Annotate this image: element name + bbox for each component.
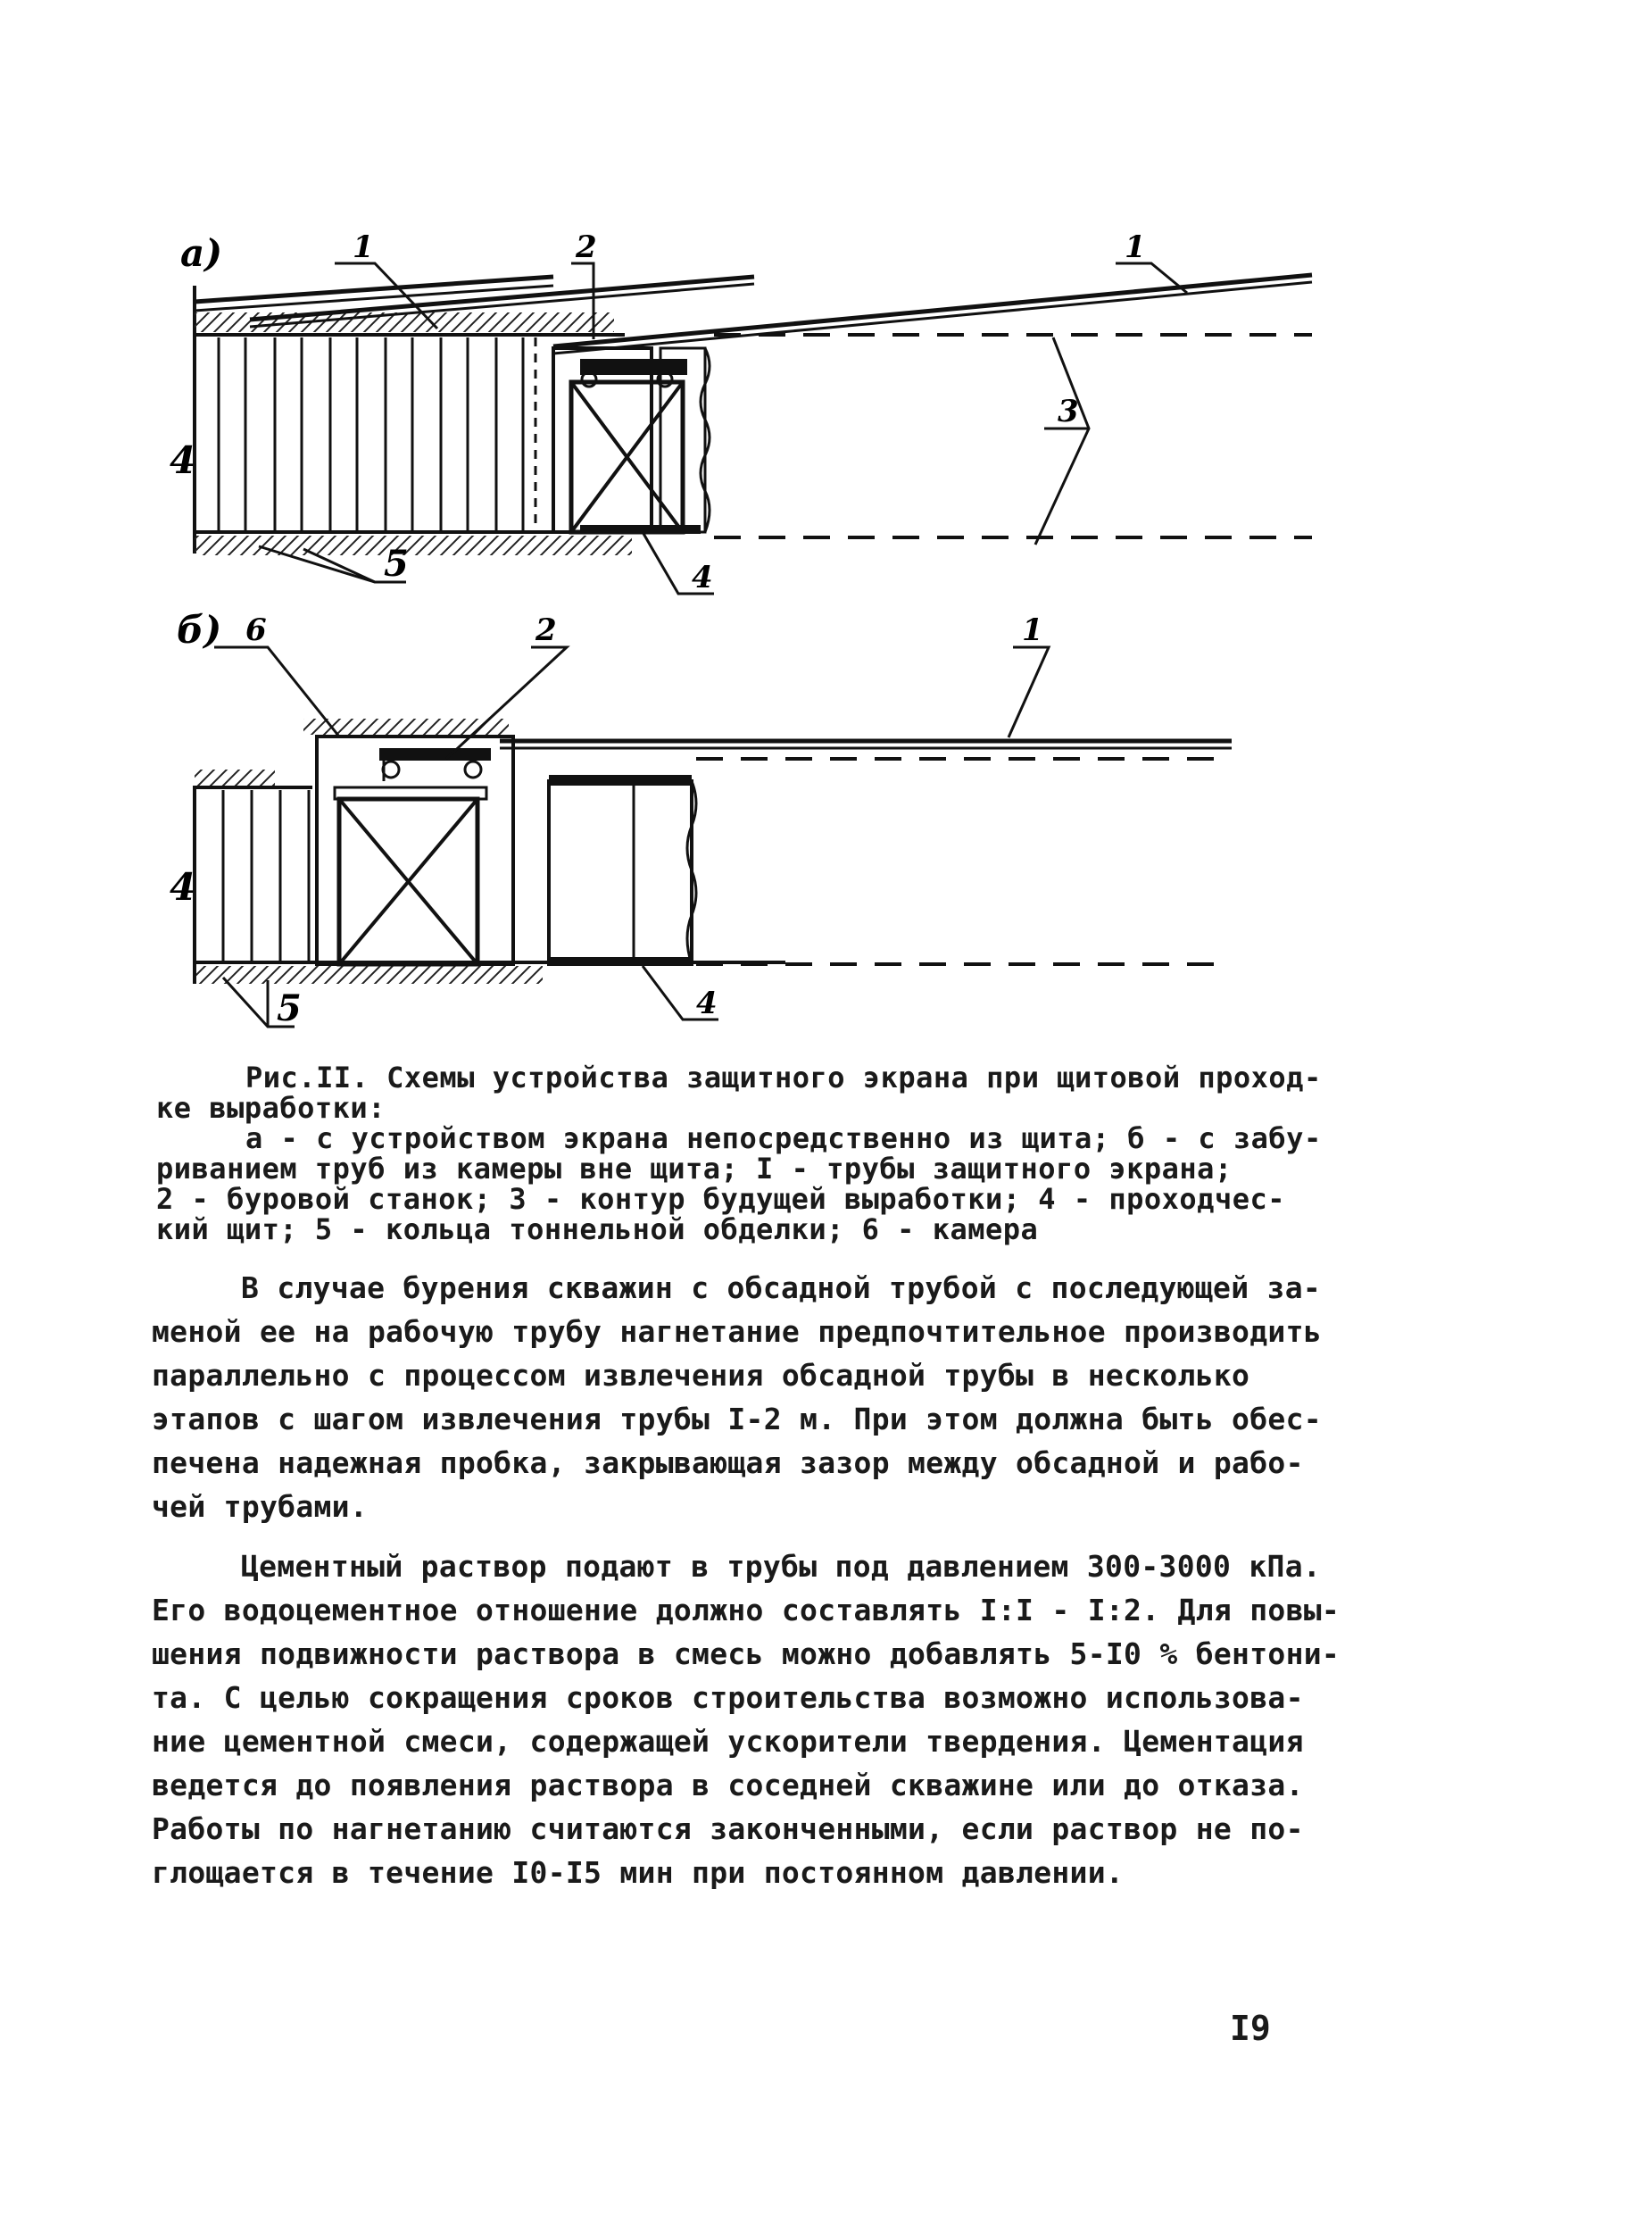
paragraph-2-line: шения подвижности раствора в смесь можно добавлять 5-I0 % бентони- xyxy=(152,1636,1341,1671)
paragraph-1-line: чей трубами. xyxy=(152,1489,369,1524)
diagram-a xyxy=(170,229,1312,595)
paragraph-2-line: Работы по нагнетанию считаются законченными, если раствор не по- xyxy=(152,1811,1304,1846)
paragraph-2-line: та. С целью сокращения сроков строительства возможно использова- xyxy=(152,1680,1304,1715)
diagram-a-label-pipes-left: 1 xyxy=(353,229,374,265)
diagram-b-label-chamber: 6 xyxy=(245,612,267,648)
diagram-b xyxy=(170,608,1232,1029)
diagram-b-label-shield: 4 xyxy=(696,986,718,1021)
paragraph-2-line: ние цементной смеси, содержащей ускорители твердения. Цементация xyxy=(152,1724,1304,1759)
paragraph-2-line: ведется до появления раствора в соседней скважине или до отказа. xyxy=(152,1768,1304,1802)
paragraph-1-line: этапов с шагом извлечения трубы I-2 м. При этом должна быть обес- xyxy=(152,1402,1322,1436)
diagram-a-label-pipes-right: 1 xyxy=(1125,229,1146,265)
caption-legend-line: 2 - буровой станок; 3 - контур будущей выработки; 4 - проходчес- xyxy=(156,1182,1285,1216)
diagram-b-label-pipes: 1 xyxy=(1022,612,1043,648)
figure-caption xyxy=(156,1062,1343,1244)
paragraph-2-line: Цементный раствор подают в трубы под давлением 300-3000 кПа. xyxy=(241,1549,1322,1584)
diagram-a-panel-label: а) xyxy=(180,231,223,275)
diagram-a-label-contour: 3 xyxy=(1058,394,1079,429)
diagram-b-label-shield-left: 4 xyxy=(170,865,196,909)
paragraph-1-line: меной ее на рабочую трубу нагнетание предпочтительное производить xyxy=(152,1314,1322,1349)
paragraph-1-line: печена надежная пробка, закрывающая зазор между обсадной и рабо- xyxy=(152,1445,1304,1480)
diagram-a-label-shield: 4 xyxy=(692,560,713,595)
paragraph-1-line: параллельно с процессом извлечения обсадной трубы в несколько xyxy=(152,1358,1250,1393)
diagram-a-label-drill: 2 xyxy=(576,229,597,265)
page-number: I9 xyxy=(1230,2009,1271,2048)
paragraph-1-line: В случае бурения скважин с обсадной трубой с последующей за- xyxy=(241,1270,1322,1305)
caption-title-line: Рис.II. Схемы устройства защитного экрана при щитовой проход- xyxy=(245,1061,1322,1095)
caption-title-line: ке выработки: xyxy=(156,1091,386,1125)
diagram-a-label-shield-left: 4 xyxy=(170,438,196,482)
diagram-b-label-rings: 5 xyxy=(277,987,302,1029)
diagram-b-panel-label: б) xyxy=(177,608,222,652)
diagram-a-label-rings: 5 xyxy=(384,543,409,585)
diagram-b-label-drill: 2 xyxy=(535,612,557,648)
caption-legend-line: риванием труб из камеры вне щита; I - трубы защитного экрана; xyxy=(156,1152,1233,1186)
paragraph-2-line: глощается в течение I0-I5 мин при постоянном давлении. xyxy=(152,1855,1125,1890)
caption-legend-line: а - с устройством экрана непосредственно из щита; б - с забу- xyxy=(245,1121,1322,1155)
caption-legend-line: кий щит; 5 - кольца тоннельной обделки; 6 - камера xyxy=(156,1212,1039,1246)
body-text xyxy=(152,1266,1357,1894)
figure-protective-screen-schemes xyxy=(161,223,1339,1045)
paragraph-2-line: Его водоцементное отношение должно составлять I:I - I:2. Для повы- xyxy=(152,1593,1341,1627)
